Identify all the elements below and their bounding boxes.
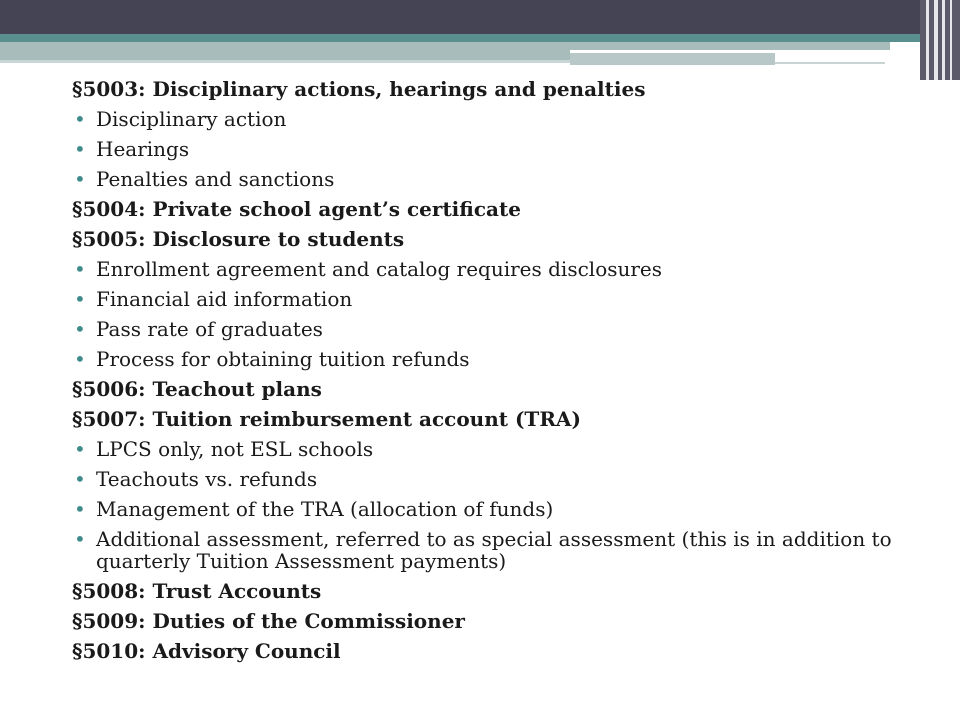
bullet-icon: • — [74, 497, 86, 521]
bullet-text: LPCS only, not ESL schools — [96, 437, 374, 461]
banner-stripe — [942, 0, 945, 80]
section-heading: §5005: Disclosure to students — [72, 227, 405, 251]
bullet-text: Pass rate of graduates — [96, 317, 323, 341]
banner-stripe — [950, 0, 952, 80]
section-heading: §5007: Tuition reimbursement account (TRA) — [72, 407, 581, 431]
bullet-text: Additional assessment, referred to as special assessment (this is in addition to quarterly Tuition Assessment payments) — [96, 527, 892, 573]
bullet-icon: • — [74, 137, 86, 161]
bullet-text: Enrollment agreement and catalog requires disclosures — [96, 257, 663, 281]
bullet-icon: • — [74, 287, 86, 311]
banner-stripe — [926, 0, 929, 80]
bullet-item — [72, 164, 912, 194]
bullet-icon: • — [74, 527, 86, 551]
bullet-item — [72, 314, 912, 344]
banner-grey-bar-right — [570, 42, 890, 50]
bullet-text: Hearings — [96, 137, 190, 161]
section-heading: §5004: Private school agent’s certificate — [72, 197, 521, 221]
section-heading: §5009: Duties of the Commissioner — [72, 609, 465, 633]
banner-grey-bar-small — [570, 53, 775, 65]
bullet-item — [72, 284, 912, 314]
bullet-icon: • — [74, 107, 86, 131]
bullet-text: Teachouts vs. refunds — [96, 467, 318, 491]
section-heading: §5006: Teachout plans — [72, 377, 322, 401]
bullet-item — [72, 104, 912, 134]
bullet-icon: • — [74, 167, 86, 191]
bullet-item — [72, 134, 912, 164]
bullet-item — [72, 434, 912, 464]
banner-teal-bar — [0, 34, 960, 42]
banner-dark-bar — [0, 0, 960, 34]
bullet-text: Management of the TRA (allocation of funds) — [96, 497, 554, 521]
bullet-icon: • — [74, 317, 86, 341]
bullet-icon: • — [74, 257, 86, 281]
bullet-item — [72, 344, 912, 374]
bullet-icon: • — [74, 437, 86, 461]
bullet-item — [72, 524, 912, 576]
bullet-text: Penalties and sanctions — [96, 167, 335, 191]
bullet-item — [72, 254, 912, 284]
section-heading: §5010: Advisory Council — [72, 639, 341, 663]
banner-thin-line — [775, 62, 885, 64]
banner-stripe — [934, 0, 938, 80]
bullet-text: Process for obtaining tuition refunds — [96, 347, 470, 371]
bullet-text: Disciplinary action — [96, 107, 287, 131]
slide-header-banner — [0, 0, 960, 80]
section-heading: §5008: Trust Accounts — [72, 579, 322, 603]
bullet-icon: • — [74, 347, 86, 371]
bullet-icon: • — [74, 467, 86, 491]
bullet-text: Financial aid information — [96, 287, 353, 311]
bullet-item — [72, 494, 912, 524]
banner-grey-bar — [0, 42, 570, 60]
banner-light-line — [0, 60, 570, 63]
bullet-item — [72, 464, 912, 494]
section-heading: §5003: Disciplinary actions, hearings and penalties — [72, 77, 646, 101]
slide-body — [72, 74, 912, 666]
